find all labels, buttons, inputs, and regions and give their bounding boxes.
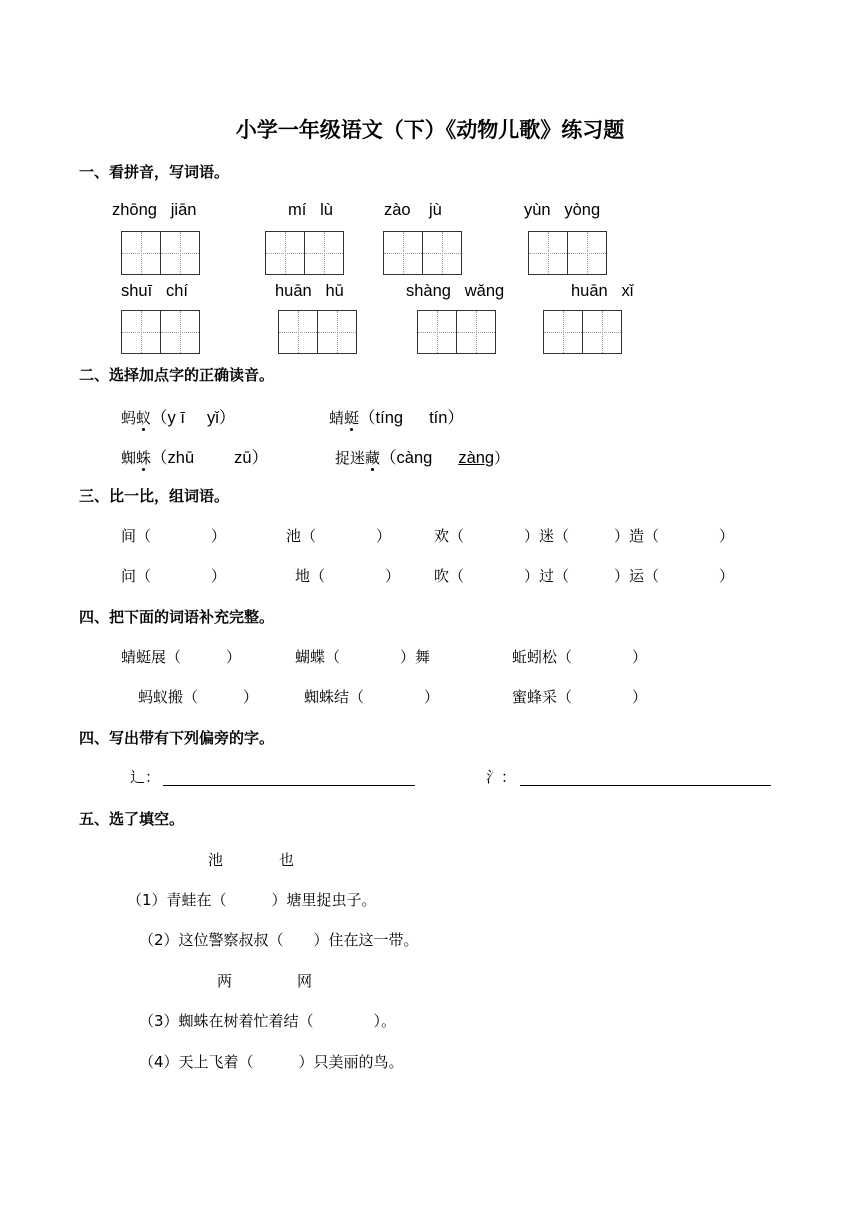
writing-grid[interactable] (528, 231, 607, 275)
pinyin-8: huān xǐ (571, 282, 634, 300)
complete-item: 蚂蚁搬（ ） (138, 688, 259, 706)
answer-line[interactable] (163, 785, 415, 786)
pinyin-7: shàng wǎng (406, 282, 505, 300)
radical-label-b: 氵： (486, 768, 517, 786)
pinyin-4: yùn yòng (524, 201, 601, 219)
complete-item: 蚯蚓松（ ） (512, 648, 648, 666)
section-3-heading: 三、比一比，组词语。 (79, 487, 230, 505)
section-2-heading: 二、选择加点字的正确读音。 (79, 366, 275, 384)
reading-item-4: 捉迷藏（càng zàng） (335, 449, 510, 467)
writing-grid[interactable] (121, 231, 200, 275)
compare-item: 地（ ） (295, 567, 401, 585)
fill-question-2: （2）这位警察叔叔（ ）住在这一带。 (139, 931, 419, 949)
pinyin-6: huān hū (275, 282, 344, 300)
option-word: 网 (297, 972, 313, 990)
writing-grid[interactable] (278, 310, 357, 354)
writing-grid[interactable] (543, 310, 622, 354)
writing-grid[interactable] (417, 310, 496, 354)
writing-grid[interactable] (383, 231, 462, 275)
pinyin-1: zhōng jiān (112, 201, 197, 219)
writing-grid[interactable] (265, 231, 344, 275)
complete-item: 蜜蜂采（ ） (512, 688, 648, 706)
pinyin-2: mí lù (288, 201, 333, 219)
fill-question-1: （1）青蛙在（ ）塘里捉虫子。 (127, 891, 377, 909)
reading-item-2: 蜻蜓（tíng tín） (329, 409, 464, 427)
compare-item: 吹（ ）过（ ）运（ ） (434, 567, 735, 585)
complete-item: 蝴蝶（ ）舞 (295, 648, 431, 666)
compare-item: 问（ ） (121, 567, 227, 585)
page-title: 小学一年级语文（下）《动物儿歌》练习题 (235, 118, 625, 142)
compare-item: 欢（ ）迷（ ）造（ ） (434, 527, 735, 545)
section-5-heading: 五、选了填空。 (79, 810, 185, 828)
pinyin-5: shuī chí (121, 282, 188, 300)
answer-line[interactable] (520, 785, 771, 786)
reading-item-3: 蜘蛛（zhū zū） (121, 449, 269, 467)
section-radicals-heading: 四、写出带有下列偏旁的字。 (79, 729, 275, 747)
option-word: 池 (208, 851, 224, 869)
compare-item: 池（ ） (286, 527, 392, 545)
section-1-heading: 一、看拼音，写词语。 (79, 163, 230, 181)
fill-question-4: （4）天上飞着（ ）只美丽的鸟。 (139, 1053, 404, 1071)
reading-item-1: 蚂蚁（y ī yǐ） (121, 409, 236, 427)
complete-item: 蜘蛛结（ ） (304, 688, 440, 706)
complete-item: 蜻蜓展（ ） (121, 648, 242, 666)
radical-label-a: 辶： (130, 768, 161, 786)
pinyin-3: zào jù (384, 201, 442, 219)
fill-question-3: （3）蜘蛛在树着忙着结（ ）。 (139, 1012, 397, 1030)
compare-item: 间（ ） (121, 527, 227, 545)
option-word: 也 (279, 851, 295, 869)
writing-grid[interactable] (121, 310, 200, 354)
option-word: 两 (217, 972, 233, 990)
section-4-heading: 四、把下面的词语补充完整。 (79, 608, 275, 626)
